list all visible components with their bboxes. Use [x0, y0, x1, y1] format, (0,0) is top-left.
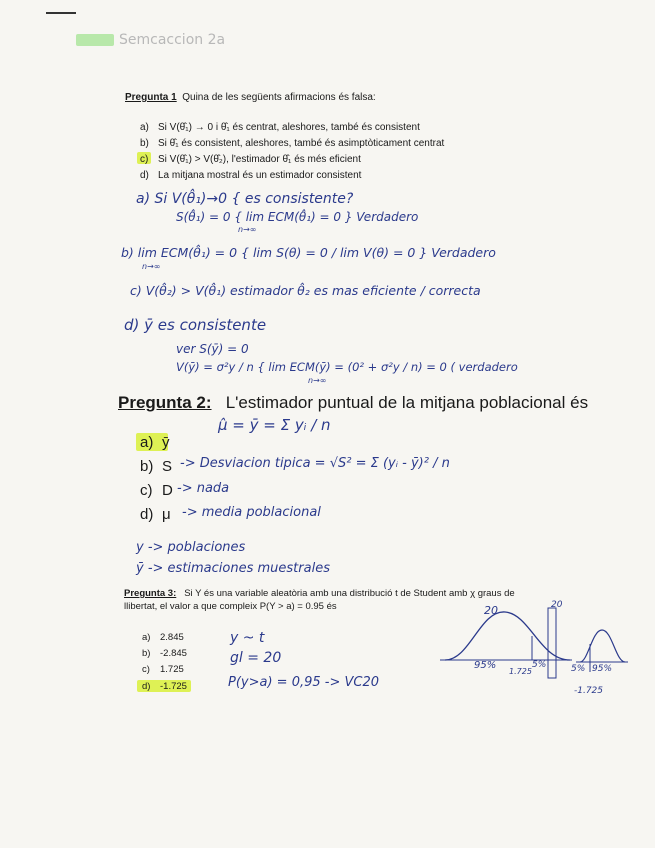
- q3-option-b: b) -2.845: [142, 648, 187, 659]
- question-3-label: Pregunta 3:: [124, 588, 177, 599]
- q2-note-c: -> nada: [177, 481, 230, 496]
- question-3-text-line1: Si Y és una variable aleatòria amb una distribució t de Student amb χ graus de: [184, 588, 515, 599]
- q3-sketch-neg-1725: -1.725: [574, 686, 604, 696]
- q2-option-b: b) S: [140, 458, 173, 475]
- page-header-title: Semcaccion 2a: [119, 32, 226, 48]
- q2-note-ybar: ȳ -> estimaciones muestrales: [136, 561, 330, 576]
- q3-note-prob: P(y>a) = 0,95 -> VC20: [228, 675, 379, 690]
- q1-note-a-limit: n→∞: [238, 225, 257, 234]
- green-highlight-mark: [76, 34, 114, 46]
- question-3-text-line2: llibertat, el valor a que compleix P(Y > a) = 0.95 és: [124, 601, 337, 612]
- corner-mark: [46, 12, 76, 14]
- q1-note-a: a) Si V(θ̂₁)→0 { es consistente?: [136, 191, 354, 207]
- q1-note-c: c) V(θ̂₂) > V(θ̂₁) estimador θ̂₂ es mas eficiente / correcta: [130, 283, 481, 298]
- q1-note-d-limit: n→∞: [308, 376, 327, 385]
- q3-option-d: d) -1.725: [142, 681, 187, 692]
- q2-note-b: -> Desviacion tipica = √S² = Σ (yᵢ - ȳ)² / n: [180, 456, 450, 471]
- q3-sketch-5: 5%: [532, 660, 547, 670]
- question-2-title: [118, 393, 588, 413]
- q2-note-y: y -> poblaciones: [136, 540, 246, 555]
- q1-note-d3: V(ȳ) = σ²y / n { lim ECM(ȳ) = (0² + σ²y / n) = 0 ( verdadero: [176, 360, 518, 374]
- q1-option-d: d) La mitjana mostral és un estimador consistent: [140, 170, 362, 181]
- q1-note-b: b) lim ECM(θ̂₁) = 0 { lim S(θ) = 0 / lim V(θ) = 0 } Verdadero: [121, 245, 496, 260]
- question-2-label: Pregunta 2:: [118, 393, 212, 412]
- q2-note-formula: μ̂ = ȳ = Σ yᵢ / n: [218, 416, 331, 434]
- q2-note-d: -> media poblacional: [182, 505, 321, 520]
- q3-sketch-df-vertical: 20: [551, 600, 563, 610]
- q2-option-d: d) μ: [140, 506, 171, 523]
- q3-sketch-1725: 1.725: [509, 667, 532, 676]
- q3-option-c: c) 1.725: [142, 664, 184, 675]
- q3-sketch-right-5: 5%: [571, 664, 586, 674]
- q1-note-d2: ver S(ȳ) = 0: [176, 342, 249, 356]
- q2-option-c: c) D: [140, 482, 173, 499]
- q3-sketch-right-95: 95%: [592, 664, 613, 674]
- q2-option-a: a) ȳ: [140, 434, 170, 451]
- q3-note-gl: gl = 20: [230, 650, 282, 666]
- question-1-text: Quina de les següents afirmacions és falsa:: [182, 92, 376, 103]
- q3-sketch-df: 20: [484, 604, 498, 617]
- question-1-title: [125, 92, 376, 103]
- q1-note-a2: S(θ̂₁) = 0 { lim ECM(θ̂₁) = 0 } Verdadero: [176, 210, 419, 224]
- question-2-text: L'estimador puntual de la mitjana poblacional és: [225, 393, 589, 412]
- t-distribution-sketch: [440, 600, 655, 695]
- q3-option-a: a) 2.845: [142, 632, 184, 643]
- question-1-label: Pregunta 1: [125, 92, 177, 103]
- q3-note-dist: y ~ t: [230, 630, 265, 646]
- q1-option-a: a) Si V(θ̂₁) → 0 i θ̂₁ és centrat, aleshores, també és consistent: [140, 122, 420, 133]
- q1-note-b-limit: n→∞: [142, 262, 161, 271]
- q1-note-d: d) ȳ es consistente: [124, 316, 267, 334]
- q1-option-b: b) Si θ̂₁ és consistent, aleshores, també és asimptòticament centrat: [140, 138, 445, 149]
- q1-option-c: c) Si V(θ̂₁) > V(θ̂₂), l'estimador θ̂₁ és més eficient: [140, 154, 361, 165]
- q3-sketch-95: 95%: [474, 660, 497, 671]
